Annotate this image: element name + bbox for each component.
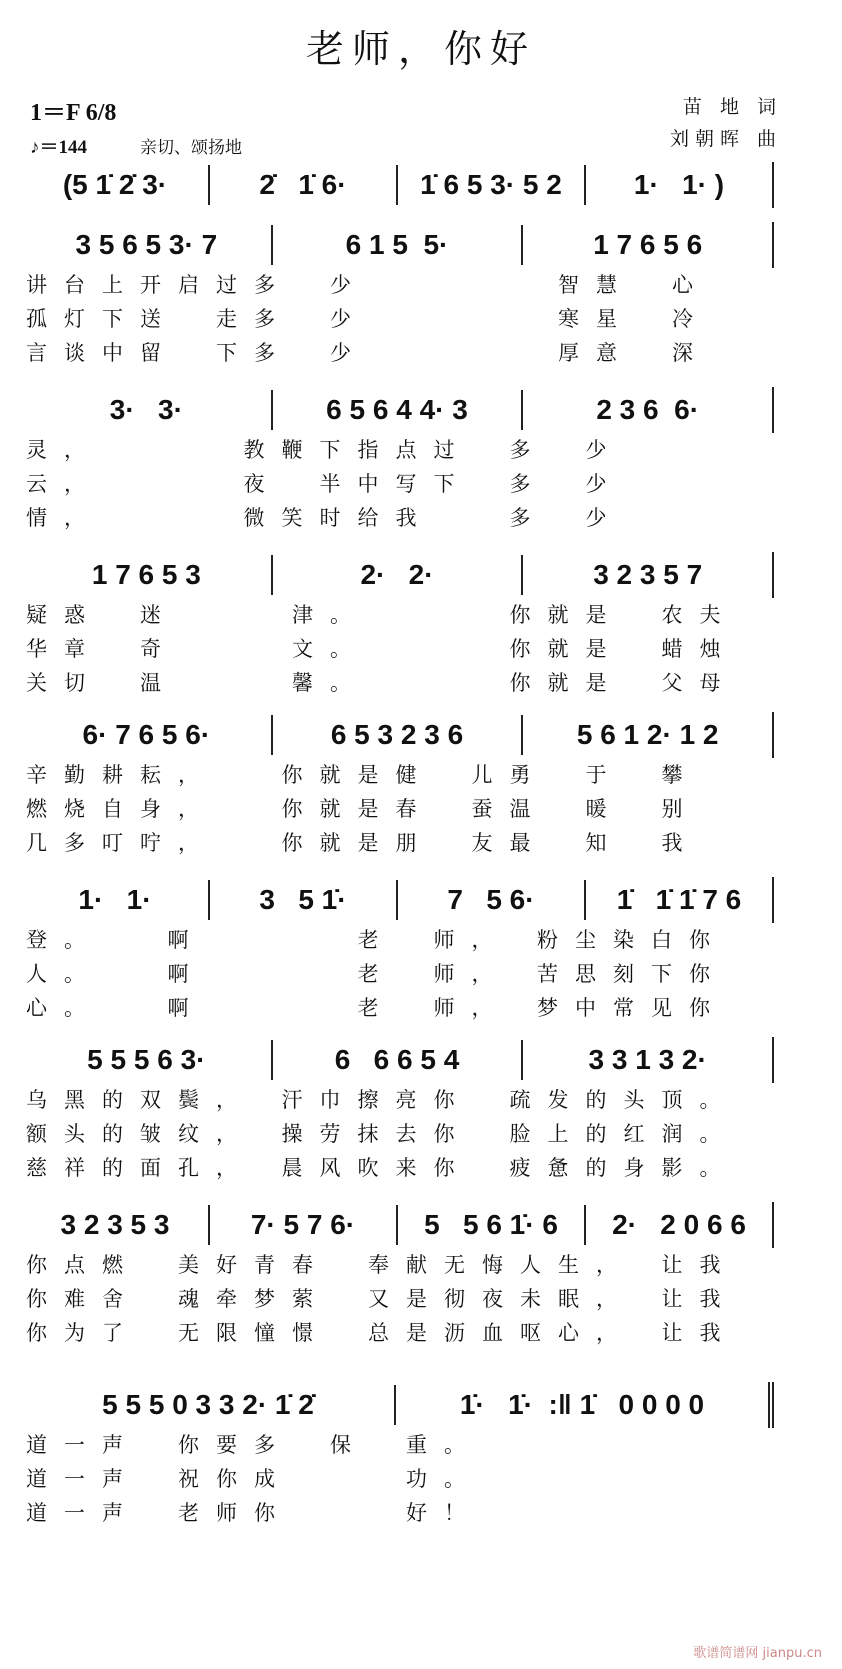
lyric-line-3: 言谈中留 下多 少 厚意 深 <box>26 341 710 365</box>
measure: 1 7 6 5 3 <box>91 559 201 590</box>
measure: 2 3 6 6· <box>521 390 772 430</box>
measure: 6 5 3 2 3 6 <box>271 715 522 755</box>
lyric-line-3: 情， 微笑时给我 多 少 <box>26 506 624 530</box>
lyric-line-2: 道一声 祝你成 功。 <box>26 1467 482 1491</box>
measure: 5 6 1 2· 1 2 <box>521 715 772 755</box>
lyric-line-1: 你点燃 美好青春 奉献无悔人生， 让我 <box>26 1253 738 1277</box>
measure: 6· 7 6 5 6· <box>82 719 211 750</box>
staff-system <box>22 387 774 535</box>
measure: 3 5 1̇· <box>208 880 396 920</box>
lyric-line-2: 云， 夜 半中写下 多 少 <box>26 472 624 496</box>
measure: 1̇ 6 5 3· 5 2 <box>396 165 584 205</box>
lyric-line-1: 乌黑的双鬓， 汗巾擦亮你 疏发的头顶。 <box>26 1088 738 1112</box>
lyric-line-1: 辛勤耕耘， 你就是健 儿勇 于 攀 <box>26 763 700 787</box>
staff-system <box>22 222 774 370</box>
notes-row <box>22 1202 774 1248</box>
measure: 1̇ 1̇ 1̇ 7 6 <box>584 880 772 920</box>
staff-system <box>22 1382 774 1530</box>
notes-row <box>22 162 774 208</box>
lyric-line-3: 几多叮咛， 你就是朋 友最 知 我 <box>26 831 700 855</box>
measure: 2̇ 1̇ 6· <box>208 165 396 205</box>
composer-credit: 刘朝晖 曲 <box>669 128 782 150</box>
measure: 1 7 6 5 6 <box>521 225 772 265</box>
lyric-line-2: 人。 啊 老 师， 苦思刻下你 <box>26 962 727 986</box>
notes-row <box>22 552 774 598</box>
lyric-line-3: 道一声 老师你 好！ <box>26 1501 482 1525</box>
measure: 5 5 6 1̇· 6 <box>396 1205 584 1245</box>
lyric-line-3: 关切 温 馨。 你就是 父母 <box>26 671 738 695</box>
lyric-line-1: 讲台上开启过多 少 智慧 心 <box>26 273 710 297</box>
notes-row <box>22 1382 774 1428</box>
notes-row <box>22 222 774 268</box>
lyric-line-2: 额头的皱纹， 操劳抹去你 脸上的红润。 <box>26 1122 738 1146</box>
notes-row <box>22 712 774 758</box>
measure: 5 5 5 0 3 3 2· 1̇ 2̇ <box>102 1389 314 1420</box>
key-signature: 1＝F 6/8 <box>30 100 117 126</box>
measure: 3 3 1 3 2· <box>521 1040 772 1080</box>
watermark: 歌谱简谱网 jianpu.cn <box>693 1646 822 1661</box>
expression-marking: 亲切、颂扬地 <box>140 138 242 158</box>
notes-row <box>22 387 774 433</box>
measure: 2· 2· <box>271 555 522 595</box>
lyric-line-2: 燃烧自身， 你就是春 蚕温 暖 别 <box>26 797 700 821</box>
measure: 3 2 3 5 3 <box>60 1209 170 1240</box>
lyric-line-1: 疑惑 迷 津。 你就是 农夫 <box>26 603 738 627</box>
lyric-line-2: 华章 奇 文。 你就是 蜡烛 <box>26 637 738 661</box>
measure: 6 1 5 5· <box>271 225 522 265</box>
lyric-line-2: 孤灯下送 走多 少 寒星 冷 <box>26 307 710 331</box>
staff-system <box>22 162 774 208</box>
measure: 2· 2 0 6 6 <box>584 1205 772 1245</box>
notes-row <box>22 1037 774 1083</box>
measure: 1· 1· <box>78 884 152 915</box>
measure: 3 5 6 5 3· 7 <box>75 229 218 260</box>
lyric-line-1: 登。 啊 老 师， 粉尘染白你 <box>26 928 727 952</box>
staff-system <box>22 877 774 1025</box>
measure: 7 5 6· <box>396 880 584 920</box>
staff-system <box>22 1202 774 1350</box>
song-title: 老师，你好 <box>305 27 536 71</box>
lyric-line-2: 你难舍 魂牵梦萦 又是彻夜未眠， 让我 <box>26 1287 738 1311</box>
measure: 5 5 5 6 3· <box>87 1044 206 1075</box>
lyricist-credit: 苗 地 词 <box>682 96 782 118</box>
measure: (5 1̇ 2̇ 3· <box>62 169 168 200</box>
measure: 6 5 6 4 4· 3 <box>271 390 522 430</box>
measure: 1̇· 1̇· :‖ 1̇ 0 0 0 0 <box>394 1385 768 1425</box>
measure: 3· 3· <box>109 394 183 425</box>
staff-system <box>22 1037 774 1185</box>
lyric-line-1: 道一声 你要多 保 重。 <box>26 1433 482 1457</box>
tempo-marking: ♪＝144 <box>30 137 88 158</box>
staff-system <box>22 712 774 860</box>
lyric-line-3: 心。 啊 老 师， 梦中常见你 <box>26 996 727 1020</box>
notes-row <box>22 877 774 923</box>
lyric-line-3: 你为了 无限憧憬 总是沥血呕心， 让我 <box>26 1321 738 1345</box>
measure: 1· 1· ) <box>584 165 772 205</box>
measure: 3 2 3 5 7 <box>521 555 772 595</box>
lyric-line-1: 灵， 教鞭下指点过 多 少 <box>26 438 624 462</box>
staff-system <box>22 552 774 700</box>
lyric-line-3: 慈祥的面孔， 晨风吹来你 疲惫的身影。 <box>26 1156 738 1180</box>
measure: 6 6 6 5 4 <box>271 1040 522 1080</box>
measure: 7· 5 7 6· <box>208 1205 396 1245</box>
